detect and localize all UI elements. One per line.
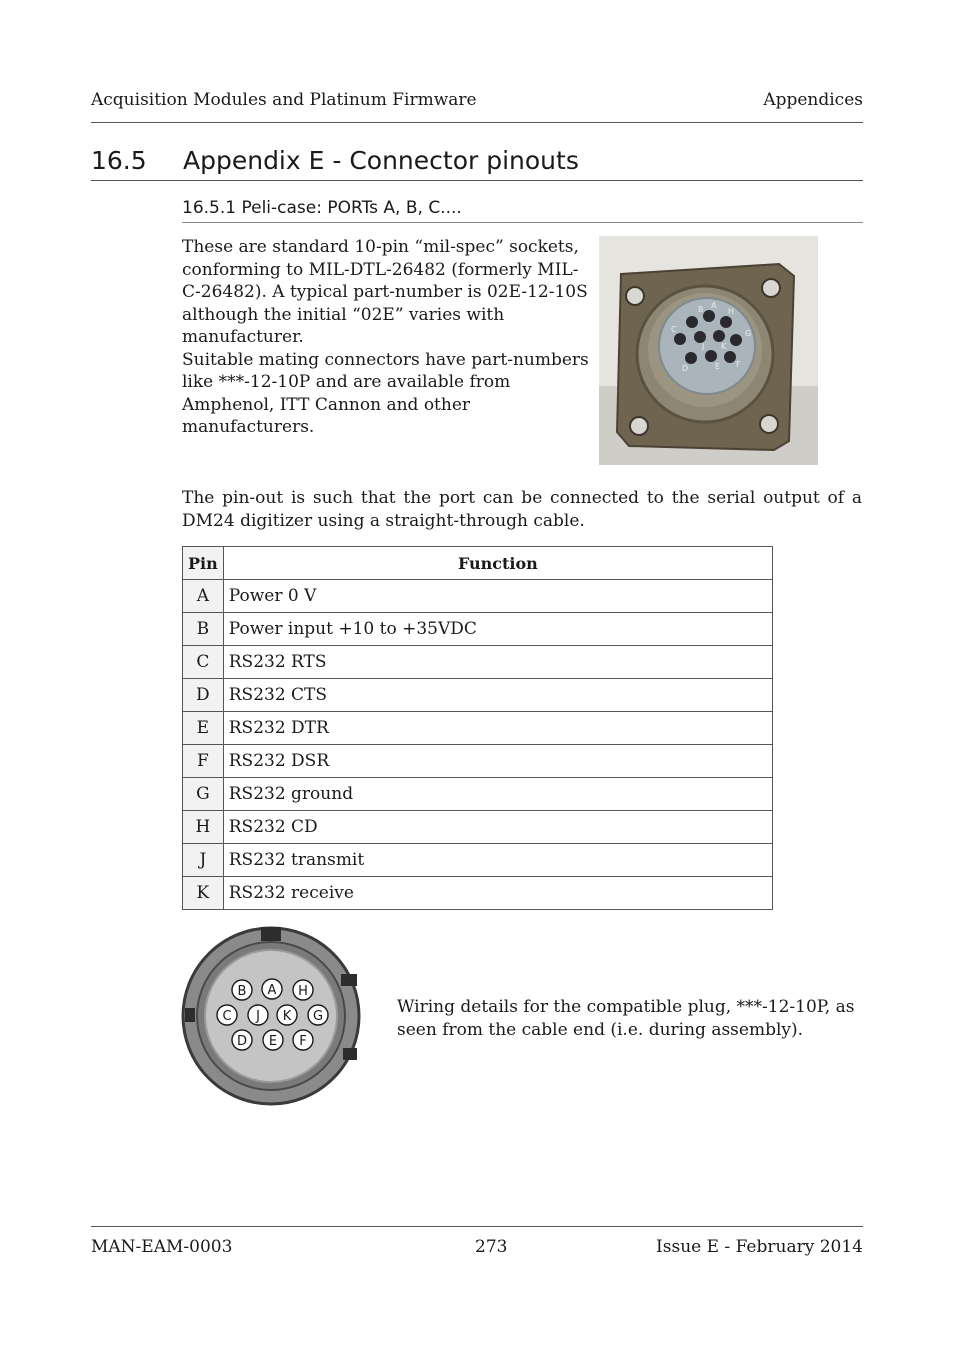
- intro-text: [182, 236, 592, 439]
- pin-cell: H: [183, 811, 224, 844]
- section-title: Appendix E - Connector pinouts: [183, 146, 579, 175]
- pin-cell: C: [183, 646, 224, 679]
- connector-socket-photo: [599, 236, 818, 465]
- photo-pin-letter-f: F: [736, 360, 741, 369]
- function-cell: RS232 CTS: [223, 679, 772, 712]
- table-row: [183, 679, 773, 712]
- plug-pin-label-k: K: [282, 1009, 292, 1024]
- pin-cell: E: [183, 712, 224, 745]
- table-row: [183, 580, 773, 613]
- photo-pin-letter-j: J: [702, 342, 705, 351]
- plug-pin-label-j: J: [256, 1009, 260, 1024]
- pin-cell: B: [183, 613, 224, 646]
- table-row: [183, 712, 773, 745]
- table-row: [183, 613, 773, 646]
- pin-cell: F: [183, 745, 224, 778]
- header-rule: [91, 122, 863, 123]
- function-cell: RS232 DTR: [223, 712, 772, 745]
- plug-pin-label-e: E: [268, 1034, 278, 1049]
- footer-rule: [91, 1226, 863, 1227]
- function-cell: RS232 CD: [223, 811, 772, 844]
- pin-cell: J: [183, 844, 224, 877]
- function-cell: RS232 receive: [223, 877, 772, 910]
- plug-pin-label-h: H: [298, 984, 308, 999]
- plug-pin-label-f: F: [299, 1034, 307, 1049]
- photo-pin-letter-h: H: [728, 307, 735, 316]
- pin-cell: K: [183, 877, 224, 910]
- document-number: MAN-EAM-0003: [91, 1237, 233, 1257]
- table-row: [183, 811, 773, 844]
- function-cell: RS232 ground: [223, 778, 772, 811]
- pin-cell: D: [183, 679, 224, 712]
- intro-paragraph-1: These are standard 10-pin “mil-spec” sockets, conforming to MIL-DTL-26482 (formerly MIL-C-26482). A typical part-number is 02E-12-10S although the initial “02E” varies with manufacturer.: [182, 237, 588, 347]
- plug-wiring-diagram: [181, 922, 361, 1106]
- table-row: [183, 745, 773, 778]
- function-column-header: Function: [223, 547, 772, 580]
- running-header-title: Acquisition Modules and Platinum Firmware: [91, 90, 477, 110]
- photo-pin-letter-e: E: [715, 362, 721, 371]
- page-number: 273: [475, 1237, 508, 1257]
- function-cell: Power 0 V: [223, 580, 772, 613]
- intro-paragraph-2: Suitable mating connectors have part-numbers like ***-12-10P and are available from Amphenol, ITT Cannon and other manufacturers.: [182, 349, 589, 437]
- subsection-number: 16.5.1: [182, 198, 237, 218]
- pinout-description: The pin-out is such that the port can be connected to the serial output of a DM24 digitizer using a straight-through cable.: [182, 488, 862, 531]
- plug-pin-label-g: G: [312, 1009, 324, 1024]
- plug-pin-label-a: A: [267, 983, 277, 998]
- table-header-row: [183, 547, 773, 580]
- pin-cell: A: [183, 580, 224, 613]
- function-cell: RS232 transmit: [223, 844, 772, 877]
- photo-pin-letter-k: K: [721, 342, 727, 351]
- pinout-table: [182, 546, 773, 910]
- subsection-title: Peli-case: PORTs A, B, C....: [241, 198, 462, 218]
- table-row: [183, 646, 773, 679]
- table-row: [183, 844, 773, 877]
- section-rule: [91, 180, 863, 181]
- plug-caption: Wiring details for the compatible plug, ***-12-10P, as seen from the cable end (i.e. during assembly).: [397, 997, 855, 1040]
- function-cell: Power input +10 to +35VDC: [223, 613, 772, 646]
- photo-pin-letter-b: B: [698, 305, 704, 314]
- table-row: [183, 877, 773, 910]
- function-cell: RS232 DSR: [223, 745, 772, 778]
- photo-pin-letter-a: A: [711, 301, 717, 310]
- subsection-rule: [182, 222, 863, 223]
- photo-pin-letter-c: C: [671, 325, 677, 334]
- issue-date: Issue E - February 2014: [656, 1237, 863, 1257]
- plug-pin-label-d: D: [236, 1034, 248, 1049]
- photo-pin-letter-g: G: [745, 329, 752, 338]
- subsection-heading: [182, 198, 462, 218]
- plug-pin-label-b: B: [237, 984, 247, 999]
- plug-pin-label-c: C: [222, 1009, 232, 1024]
- photo-pin-letter-d: D: [682, 364, 689, 373]
- section-number: 16.5: [91, 146, 147, 175]
- pin-column-header: Pin: [183, 547, 224, 580]
- pin-cell: G: [183, 778, 224, 811]
- table-row: [183, 778, 773, 811]
- running-header-section: Appendices: [763, 90, 863, 110]
- section-heading: [91, 146, 579, 175]
- function-cell: RS232 RTS: [223, 646, 772, 679]
